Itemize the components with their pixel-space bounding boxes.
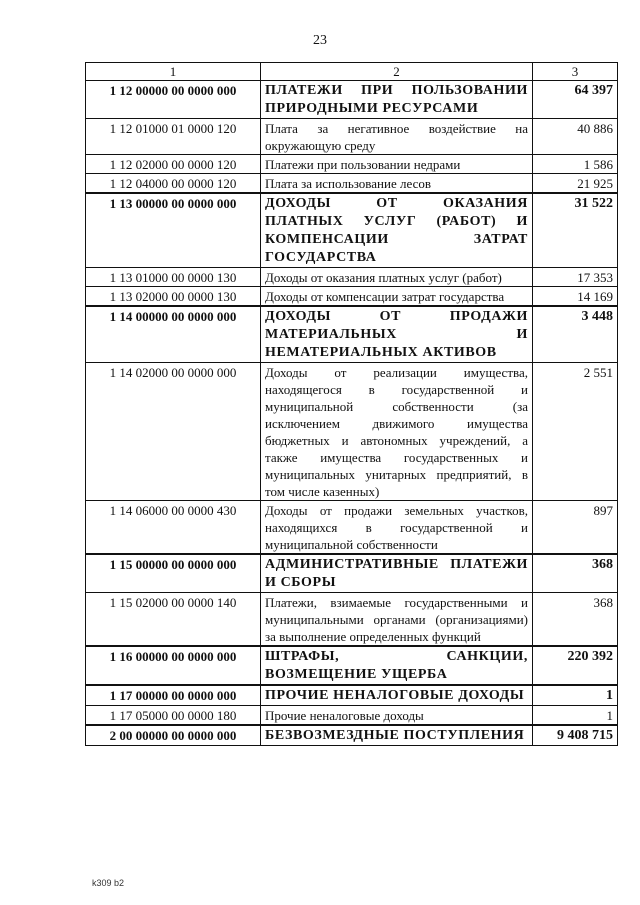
budget-code-cell: 1 13 00000 00 0000 000: [86, 193, 261, 268]
table-section-row: [86, 81, 618, 119]
table-section-row: [86, 193, 618, 268]
amount-cell: 64 397: [533, 81, 618, 119]
item-name-cell: Плата за использование лесов: [261, 174, 533, 194]
item-name-cell: Доходы от компенсации затрат государства: [261, 287, 533, 307]
amount-cell: 17 353: [533, 268, 618, 287]
table-body: [86, 63, 618, 746]
table-row: [86, 593, 618, 647]
table-row: [86, 501, 618, 555]
amount-cell: 14 169: [533, 287, 618, 307]
budget-code-cell: 1 15 02000 00 0000 140: [86, 593, 261, 647]
table-row: [86, 287, 618, 307]
amount-cell: 1: [533, 706, 618, 726]
table-row: [86, 268, 618, 287]
budget-code-cell: 1 14 00000 00 0000 000: [86, 306, 261, 363]
item-name-cell: ШТРАФЫ, САНКЦИИ, ВОЗМЕЩЕНИЕ УЩЕРБА: [261, 646, 533, 685]
budget-code-cell: 1 17 00000 00 0000 000: [86, 685, 261, 706]
amount-cell: 368: [533, 554, 618, 593]
item-name-cell: Прочие неналоговые доходы: [261, 706, 533, 726]
table-section-row: [86, 685, 618, 706]
amount-cell: 40 886: [533, 119, 618, 155]
item-name-cell: Плата за негативное воздействие на окружающую среду: [261, 119, 533, 155]
footer-note: k309 b2: [92, 878, 125, 888]
table-section-row: [86, 646, 618, 685]
item-name-cell: Платежи, взимаемые государственными и муниципальными органами (организациями) за выполнение определенных функций: [261, 593, 533, 647]
budget-code-cell: 1 12 00000 00 0000 000: [86, 81, 261, 119]
budget-code-cell: 1 12 02000 00 0000 120: [86, 155, 261, 174]
amount-cell: 3 448: [533, 306, 618, 363]
budget-code-cell: 1 12 01000 01 0000 120: [86, 119, 261, 155]
amount-cell: 31 522: [533, 193, 618, 268]
column-header-code: 1: [86, 63, 261, 81]
table-row: [86, 174, 618, 194]
amount-cell: 1: [533, 685, 618, 706]
table-section-row: [86, 306, 618, 363]
amount-cell: 2 551: [533, 363, 618, 501]
table-section-row: [86, 725, 618, 746]
item-name-cell: Доходы от реализации имущества, находящегося в государственной и муниципальной собственности (за исключением движимого имущества бюджетных и автономных учреждений, а также имущества государственных и муниципальных унитарных предприятий, в том числе казенных): [261, 363, 533, 501]
item-name-cell: Доходы от продажи земельных участков, находящихся в государственной и муниципальной собственности: [261, 501, 533, 555]
amount-cell: 21 925: [533, 174, 618, 194]
item-name-cell: ПРОЧИЕ НЕНАЛОГОВЫЕ ДОХОДЫ: [261, 685, 533, 706]
column-header-name: 2: [261, 63, 533, 81]
item-name-cell: ДОХОДЫ ОТ ПРОДАЖИ МАТЕРИАЛЬНЫХ И НЕМАТЕРИАЛЬНЫХ АКТИВОВ: [261, 306, 533, 363]
amount-cell: 368: [533, 593, 618, 647]
budget-code-cell: 1 15 00000 00 0000 000: [86, 554, 261, 593]
budget-code-cell: 1 13 02000 00 0000 130: [86, 287, 261, 307]
item-name-cell: ПЛАТЕЖИ ПРИ ПОЛЬЗОВАНИИ ПРИРОДНЫМИ РЕСУРСАМИ: [261, 81, 533, 119]
budget-code-cell: 1 16 00000 00 0000 000: [86, 646, 261, 685]
item-name-cell: Доходы от оказания платных услуг (работ): [261, 268, 533, 287]
budget-code-cell: 1 14 02000 00 0000 000: [86, 363, 261, 501]
column-header-amount: 3: [533, 63, 618, 81]
table-row: [86, 706, 618, 726]
item-name-cell: ДОХОДЫ ОТ ОКАЗАНИЯ ПЛАТНЫХ УСЛУГ (РАБОТ) И КОМПЕНСАЦИИ ЗАТРАТ ГОСУДАРСТВА: [261, 193, 533, 268]
budget-code-cell: 1 12 04000 00 0000 120: [86, 174, 261, 194]
table-row: [86, 155, 618, 174]
budget-code-cell: 2 00 00000 00 0000 000: [86, 725, 261, 746]
table-section-row: [86, 554, 618, 593]
page-number: 23: [313, 33, 327, 48]
table-header-row: [86, 63, 618, 81]
amount-cell: 897: [533, 501, 618, 555]
table-row: [86, 119, 618, 155]
item-name-cell: БЕЗВОЗМЕЗДНЫЕ ПОСТУПЛЕНИЯ: [261, 725, 533, 746]
amount-cell: 220 392: [533, 646, 618, 685]
amount-cell: 9 408 715: [533, 725, 618, 746]
item-name-cell: Платежи при пользовании недрами: [261, 155, 533, 174]
budget-code-cell: 1 13 01000 00 0000 130: [86, 268, 261, 287]
revenue-table: [85, 62, 618, 746]
budget-code-cell: 1 14 06000 00 0000 430: [86, 501, 261, 555]
budget-code-cell: 1 17 05000 00 0000 180: [86, 706, 261, 726]
table-row: [86, 363, 618, 501]
amount-cell: 1 586: [533, 155, 618, 174]
item-name-cell: АДМИНИСТРАТИВНЫЕ ПЛАТЕЖИ И СБОРЫ: [261, 554, 533, 593]
